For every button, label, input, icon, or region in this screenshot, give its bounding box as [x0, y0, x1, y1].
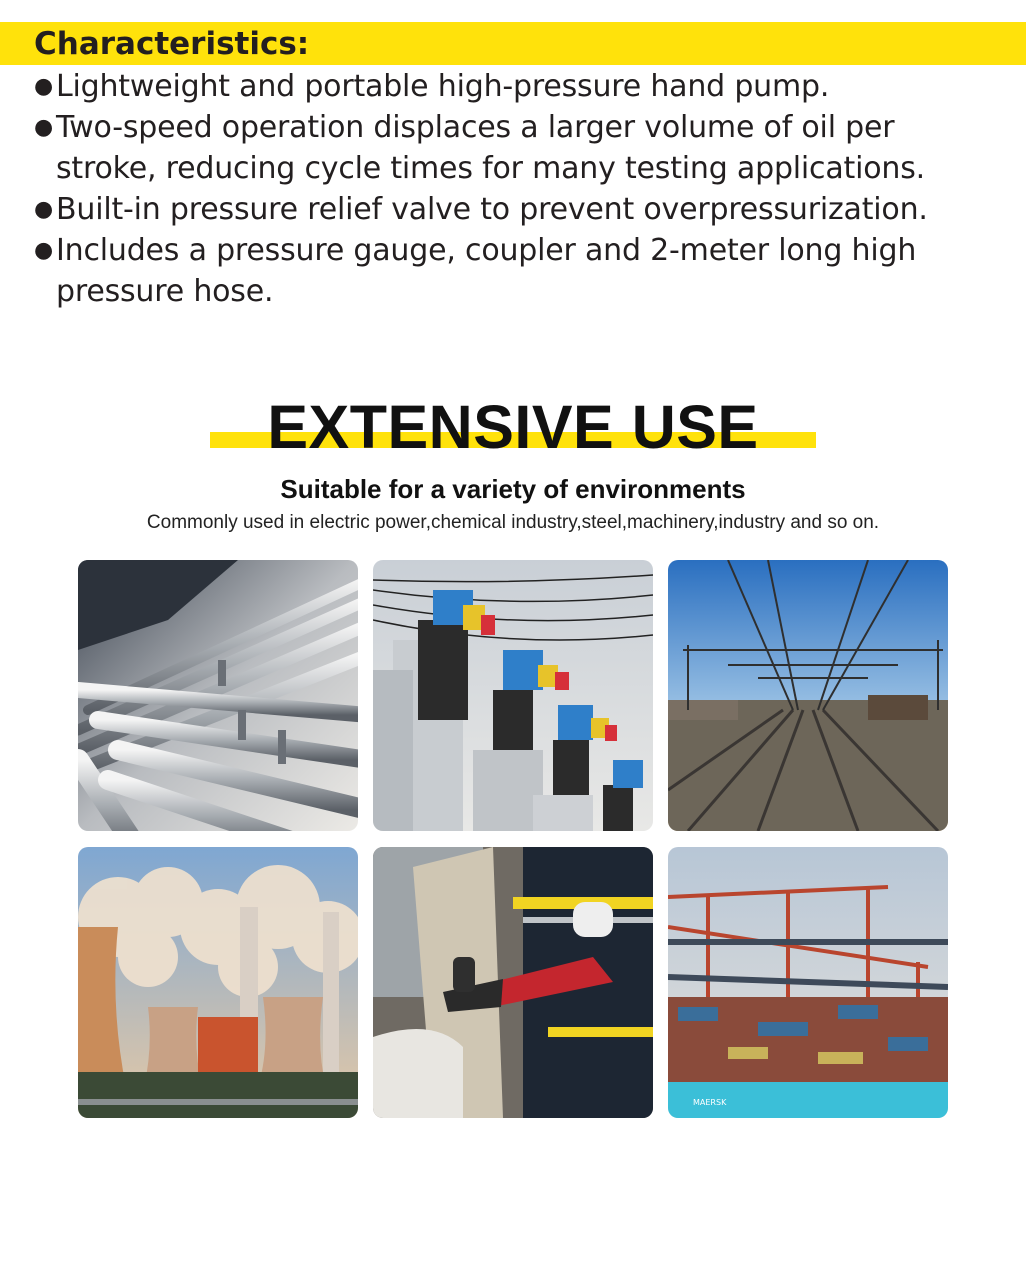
characteristic-line: Includes a pressure gauge, coupler and 2-meter long high — [56, 233, 917, 268]
ship-name-text: MAERSK — [693, 1098, 727, 1107]
rescue-cutter-photo — [373, 847, 653, 1118]
railway-photo — [668, 560, 948, 831]
characteristics-title: Characteristics: — [34, 26, 310, 62]
bullet-icon: ● — [34, 74, 53, 99]
extensive-use-description: Commonly used in electric power,chemical industry,steel,machinery,industry and so on. — [146, 512, 880, 533]
characteristic-item — [34, 107, 974, 189]
container-port-photo — [668, 847, 948, 1118]
insulators-photo — [373, 560, 653, 831]
characteristic-line: Built-in pressure relief valve to prevent overpressurization. — [56, 192, 928, 227]
characteristic-item — [34, 189, 974, 230]
characteristic-item — [34, 230, 974, 312]
characteristics-list — [34, 66, 974, 312]
power-plant-photo — [78, 847, 358, 1118]
extensive-use-title: EXTENSIVE USE — [267, 393, 759, 461]
bullet-icon: ● — [34, 238, 53, 263]
pipes-photo — [78, 560, 358, 831]
characteristic-line: pressure hose. — [56, 274, 274, 309]
bullet-icon: ● — [34, 115, 53, 140]
characteristic-line: Two-speed operation displaces a larger volume of oil per — [56, 110, 895, 145]
extensive-use-subtitle: Suitable for a variety of environments — [280, 474, 746, 504]
characteristic-line: stroke, reducing cycle times for many testing applications. — [56, 151, 925, 186]
bullet-icon: ● — [34, 197, 53, 222]
characteristic-line: Lightweight and portable high-pressure hand pump. — [56, 69, 830, 104]
characteristic-item — [34, 66, 974, 107]
